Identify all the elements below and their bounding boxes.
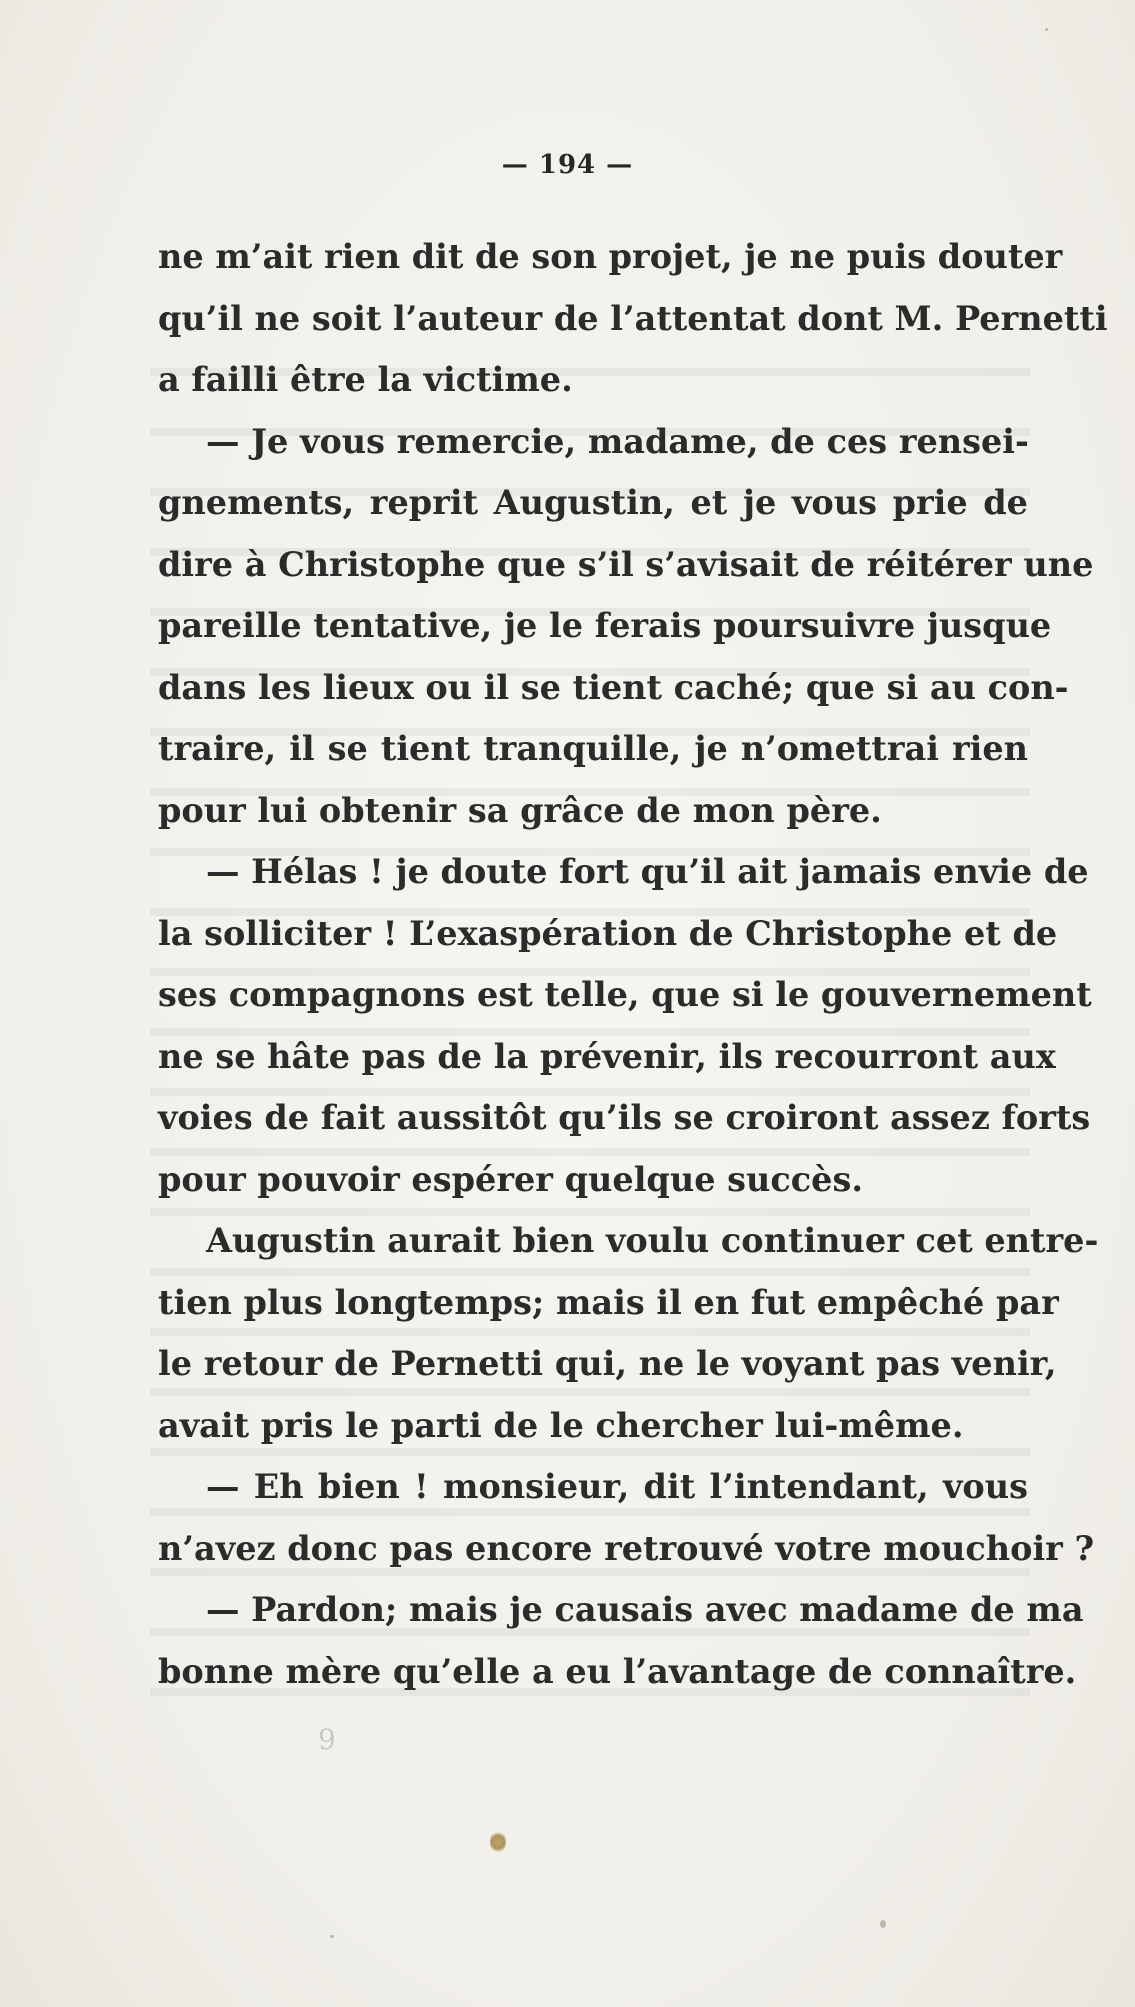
text-line: avait pris le parti de le chercher lui-même. <box>158 1405 964 1445</box>
body-text <box>158 226 1108 1702</box>
paper-speck <box>1045 28 1048 31</box>
ink-blot-ornament <box>490 1830 506 1852</box>
text-line: la solliciter ! L’exaspération de Christophe et de <box>158 913 1058 953</box>
text-line: bonne mère qu’elle a eu l’avantage de connaître. <box>158 1651 1077 1691</box>
text-line: a failli être la victime. <box>158 360 573 399</box>
page-header-number: — 194 — <box>501 150 634 180</box>
text-line: dire à Christophe que s’il s’avisait de réitérer une <box>158 544 1094 584</box>
text-line: qu’il ne soit l’auteur de l’attentat dont M. Pernetti <box>158 298 1108 338</box>
text-line: pour lui obtenir sa grâce de mon père. <box>158 790 882 830</box>
text-line: gnements, reprit Augustin, et je vous prie de <box>158 483 1028 522</box>
text-line: Augustin aurait bien voulu continuer cet entre- <box>206 1221 1099 1260</box>
text-line: dans les lieux ou il se tient caché; que si au con- <box>158 667 1069 707</box>
text-line: ne m’ait rien dit de son projet, je ne puis douter <box>158 237 1063 276</box>
text-line: — Je vous remercie, madame, de ces rensei- <box>206 421 1029 461</box>
text-line: pour pouvoir espérer quelque succès. <box>158 1159 864 1199</box>
text-line: traire, il se tient tranquille, je n’omettrai rien <box>158 729 1028 768</box>
text-line: — Pardon; mais je causais avec madame de ma <box>206 1590 1084 1629</box>
text-line: n’avez donc pas encore retrouvé votre mouchoir ? <box>158 1528 1095 1568</box>
paper-speck <box>880 1920 886 1928</box>
text-line: tien plus longtemps; mais il en fut empêché par <box>158 1282 1059 1322</box>
signature-mark: 9 <box>318 1723 336 1756</box>
text-line: ses compagnons est telle, que si le gouvernement <box>158 975 1092 1014</box>
text-line: voies de fait aussitôt qu’ils se croiront assez forts <box>158 1098 1091 1137</box>
text-line: — Eh bien ! monsieur, dit l’intendant, vous <box>206 1467 1028 1506</box>
text-line: — Hélas ! je doute fort qu’il ait jamais envie de <box>206 852 1089 891</box>
text-line: le retour de Pernetti qui, ne le voyant pas venir, <box>158 1344 1057 1383</box>
text-line: pareille tentative, je le ferais poursuivre jusque <box>158 606 1052 645</box>
paper-speck <box>330 1935 334 1938</box>
text-line: ne se hâte pas de la prévenir, ils recourront aux <box>158 1036 1056 1076</box>
